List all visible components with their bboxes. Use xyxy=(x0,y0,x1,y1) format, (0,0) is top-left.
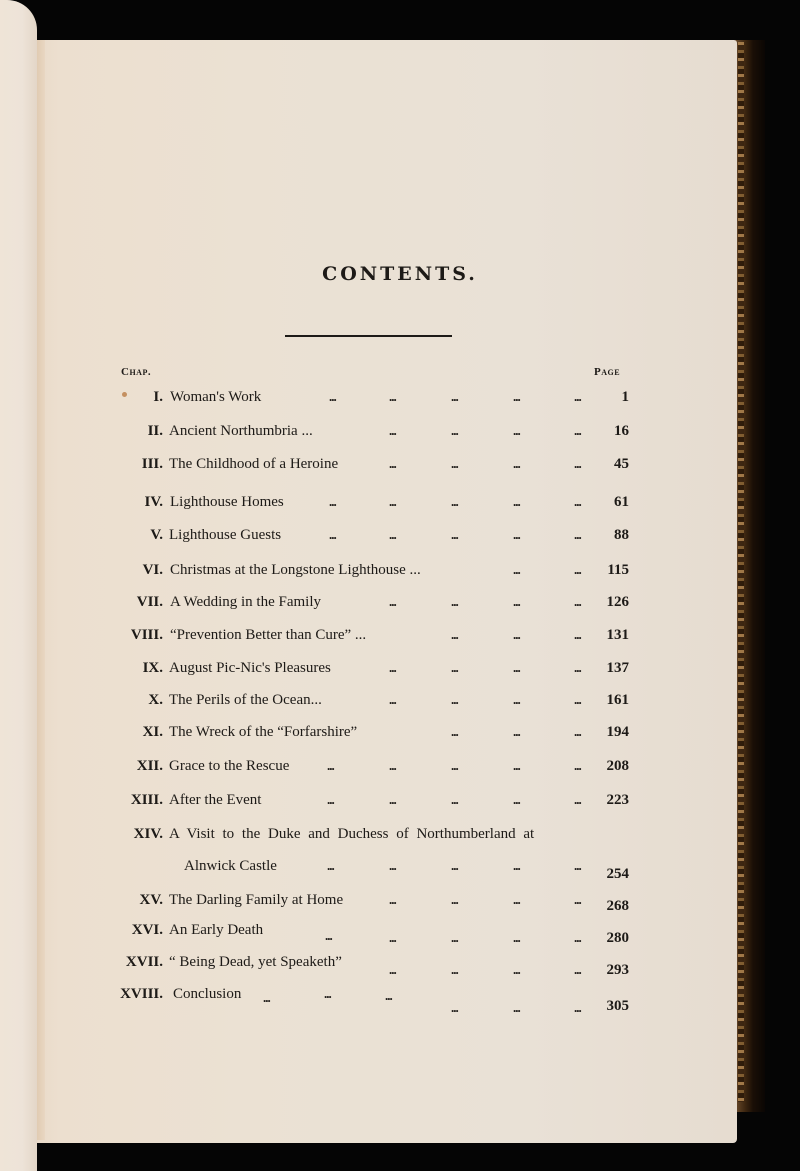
chapter-title: Conclusion xyxy=(173,986,242,1002)
chapter-number: III. xyxy=(141,456,163,472)
dot-leader: ... xyxy=(513,494,520,509)
chapter-number: VIII. xyxy=(130,627,163,643)
dot-leader: ... xyxy=(513,627,520,642)
toc-row xyxy=(0,456,800,478)
page-number: 45 xyxy=(614,456,629,472)
dot-leader: ... xyxy=(574,758,581,773)
dot-leader: ... xyxy=(574,562,581,577)
dot-leader: ... xyxy=(389,494,396,509)
chapter-title: Ancient Northumbria ... xyxy=(169,423,313,439)
dot-leader: ... xyxy=(574,594,581,609)
dot-leader: ... xyxy=(574,858,581,873)
toc-row xyxy=(0,892,800,914)
dot-leader: ... xyxy=(451,930,458,945)
dot-leader: ... xyxy=(574,892,581,907)
dot-leader: ... xyxy=(513,562,520,577)
dot-leader: ... xyxy=(389,892,396,907)
dot-leader: ... xyxy=(389,423,396,438)
chapter-title: “Prevention Better than Cure” ... xyxy=(170,627,367,643)
dot-leader: ... xyxy=(327,758,334,773)
chapter-title: An Early Death xyxy=(169,922,264,938)
dot-leader: ... xyxy=(389,692,396,707)
dot-leader: ... xyxy=(513,456,520,471)
dot-leader: ... xyxy=(451,494,458,509)
dot-leader: ... xyxy=(451,1000,458,1015)
chapter-number: XVII. xyxy=(125,954,163,970)
toc-row xyxy=(0,692,800,714)
toc-row-continuation xyxy=(0,858,800,880)
page-number: 268 xyxy=(606,898,629,914)
dot-leader: ... xyxy=(451,423,458,438)
dot-leader: ... xyxy=(451,792,458,807)
dot-leader: ... xyxy=(327,858,334,873)
toc-row xyxy=(0,792,800,814)
dot-leader: ... xyxy=(389,527,396,542)
chapter-number: XIII. xyxy=(130,792,163,808)
dot-leader: ... xyxy=(574,1000,581,1015)
dot-leader: ... xyxy=(513,724,520,739)
toc-row xyxy=(0,986,800,1015)
dot-leader: ... xyxy=(513,1000,520,1015)
dot-leader: ... xyxy=(451,892,458,907)
dot-leader: ... xyxy=(389,792,396,807)
page-number: 280 xyxy=(606,930,629,946)
dot-leader: ... xyxy=(574,627,581,642)
dot-leader: ... xyxy=(389,858,396,873)
dot-leader: ... xyxy=(574,527,581,542)
dot-leader: ... xyxy=(513,962,520,977)
dot-leader: ... xyxy=(513,692,520,707)
chapter-number: XVIII. xyxy=(120,986,163,1002)
chapter-number: VI. xyxy=(142,562,163,578)
dot-leader: ... xyxy=(451,456,458,471)
chapter-title-continuation: Alnwick Castle xyxy=(184,858,277,874)
dot-leader: ... xyxy=(574,389,581,404)
dot-leader: ... xyxy=(329,494,336,509)
chapter-title: August Pic-Nic's Pleasures xyxy=(169,660,331,676)
page-column-header: Page xyxy=(594,366,621,378)
dot-leader: ... xyxy=(574,423,581,438)
toc-row xyxy=(0,562,800,584)
chapter-title: A Wedding in the Family xyxy=(170,594,322,610)
page-number: 61 xyxy=(614,494,629,510)
dot-leader: ... xyxy=(451,692,458,707)
dot-leader: ... xyxy=(451,962,458,977)
dot-leader: ... xyxy=(451,758,458,773)
chapter-number: XIV. xyxy=(133,826,163,842)
toc-row xyxy=(0,826,800,848)
chapter-title: “ Being Dead, yet Speaketh” xyxy=(169,954,342,970)
chapter-title: A Visit to the Duke and Duchess of Northumberland at xyxy=(169,826,535,842)
toc-row xyxy=(0,660,800,682)
dot-leader: ... xyxy=(329,389,336,404)
dot-leader: ... xyxy=(389,930,396,945)
dot-leader: ... xyxy=(451,660,458,675)
chapter-number: XI. xyxy=(142,724,163,740)
chapter-title: After the Event xyxy=(169,792,262,808)
chapter-column-header: Chap. xyxy=(121,366,152,378)
dot-leader: ... xyxy=(389,389,396,404)
toc-row xyxy=(0,594,800,616)
toc-row xyxy=(0,922,800,944)
toc-row xyxy=(0,494,800,516)
chapter-title: The Darling Family at Home xyxy=(169,892,344,908)
toc-row xyxy=(0,954,800,976)
dot-leader: ... xyxy=(389,962,396,977)
chapter-title: The Childhood of a Heroine xyxy=(169,456,339,472)
book-page xyxy=(31,40,737,1143)
chapter-number: V. xyxy=(150,527,163,543)
dot-leader: ... xyxy=(513,389,520,404)
dot-leader: ... xyxy=(513,930,520,945)
page-number: 88 xyxy=(614,527,629,543)
dot-leader: ... xyxy=(574,494,581,509)
page-number: 305 xyxy=(606,998,629,1014)
dot-leader: ... xyxy=(385,988,392,1003)
dot-leader: ... xyxy=(513,423,520,438)
toc-row xyxy=(0,389,800,411)
chapter-title: Woman's Work xyxy=(170,389,262,405)
chapter-number: XV. xyxy=(139,892,163,908)
dot-leader: ... xyxy=(574,660,581,675)
chapter-title: Christmas at the Longstone Lighthouse ... xyxy=(170,562,421,578)
dot-leader: ... xyxy=(389,758,396,773)
page-number: 161 xyxy=(606,692,629,708)
dot-leader: ... xyxy=(513,858,520,873)
page-number: 115 xyxy=(607,562,629,578)
title-rule-divider xyxy=(285,335,452,337)
dot-leader: ... xyxy=(451,594,458,609)
dot-leader: ... xyxy=(574,792,581,807)
page-number: 16 xyxy=(614,423,629,439)
toc-row xyxy=(0,758,800,780)
chapter-title: The Perils of the Ocean... xyxy=(169,692,322,708)
chapter-number: I. xyxy=(153,389,163,405)
page-number: 126 xyxy=(606,594,629,610)
dot-leader: ... xyxy=(329,527,336,542)
page-number: 254 xyxy=(606,866,629,882)
chapter-number: XVI. xyxy=(131,922,163,938)
dot-leader: ... xyxy=(513,792,520,807)
toc-row xyxy=(0,527,800,549)
dot-leader: ... xyxy=(389,660,396,675)
dot-leader: ... xyxy=(513,758,520,773)
dot-leader: ... xyxy=(574,962,581,977)
chapter-number: IV. xyxy=(144,494,163,510)
dot-leader: ... xyxy=(513,660,520,675)
page-number: 131 xyxy=(606,627,629,643)
page-number: 1 xyxy=(621,389,629,405)
chapter-number: VII. xyxy=(136,594,163,610)
chapter-number: IX. xyxy=(142,660,163,676)
dot-leader: ... xyxy=(451,389,458,404)
dot-leader: ... xyxy=(327,792,334,807)
page-number: 137 xyxy=(606,660,629,676)
page-number: 293 xyxy=(606,962,629,978)
chapter-number: II. xyxy=(147,423,163,439)
chapter-number: X. xyxy=(148,692,163,708)
dot-leader: ... xyxy=(574,692,581,707)
chapter-number: XII. xyxy=(136,758,163,774)
chapter-title: Lighthouse Guests xyxy=(169,527,282,543)
dot-leader: ... xyxy=(451,858,458,873)
page-title: CONTENTS. xyxy=(322,263,478,285)
chapter-title: Grace to the Rescue xyxy=(169,758,290,774)
dot-leader: ... xyxy=(324,986,331,1001)
dot-leader: ... xyxy=(451,724,458,739)
page-number: 223 xyxy=(606,792,629,808)
dot-leader: ... xyxy=(451,527,458,542)
dot-leader: ... xyxy=(574,724,581,739)
toc-row xyxy=(0,724,800,746)
dot-leader: ... xyxy=(513,527,520,542)
chapter-title: Lighthouse Homes xyxy=(170,494,284,510)
toc-row xyxy=(0,627,800,649)
dot-leader: ... xyxy=(325,928,332,943)
dot-leader: ... xyxy=(574,456,581,471)
page-number: 194 xyxy=(606,724,629,740)
dot-leader: ... xyxy=(263,990,270,1005)
dot-leader: ... xyxy=(574,930,581,945)
dot-leader: ... xyxy=(513,892,520,907)
dot-leader: ... xyxy=(389,456,396,471)
chapter-title: The Wreck of the “Forfarshire” xyxy=(169,724,358,740)
page-number: 208 xyxy=(606,758,629,774)
dot-leader: ... xyxy=(513,594,520,609)
dot-leader: ... xyxy=(389,594,396,609)
dot-leader: ... xyxy=(451,627,458,642)
toc-row xyxy=(0,423,800,445)
